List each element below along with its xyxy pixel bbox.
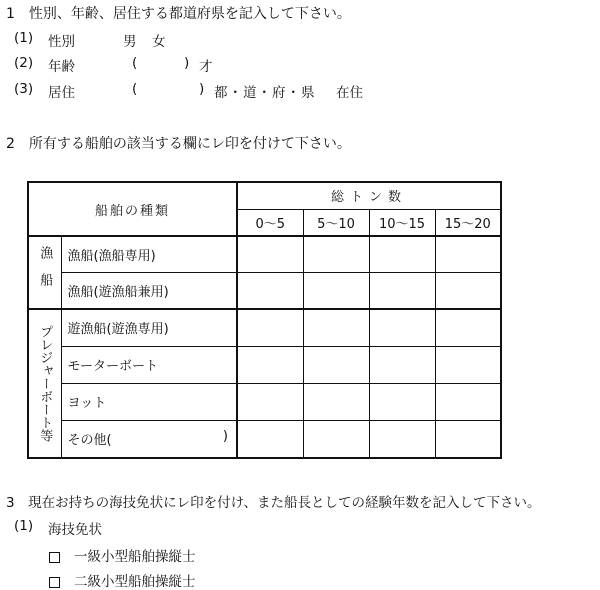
table-row [28, 309, 501, 346]
check-cell[interactable] [369, 420, 435, 458]
range-header: 0～5 [237, 209, 303, 236]
vessel-type-label: ヨット [61, 383, 237, 420]
table-row [28, 272, 501, 309]
check-cell[interactable] [435, 309, 501, 346]
check-cell[interactable] [303, 272, 369, 309]
q1-residence-number: (3) [14, 81, 34, 97]
check-cell[interactable] [435, 236, 501, 272]
vessel-type-other[interactable] [61, 420, 237, 458]
group-label-pleasure-boat: プレジャーボート等 [28, 309, 61, 458]
check-cell[interactable] [303, 383, 369, 420]
check-cell[interactable] [369, 272, 435, 309]
residence-paren-close: ) [199, 81, 205, 97]
license-option-label: 二級小型船舶操縦士 [74, 574, 196, 590]
check-cell[interactable] [435, 272, 501, 309]
check-cell[interactable] [369, 346, 435, 383]
residence-units: 都・道・府・県 [214, 85, 316, 101]
vessel-type-label: 遊漁船(遊漁専用) [61, 309, 237, 346]
check-cell[interactable] [435, 346, 501, 383]
license-option-label: 一級小型船舶操縦士 [74, 549, 196, 565]
group-label-char: 漁船 [37, 245, 53, 300]
gender-option-male[interactable]: 男 [123, 34, 137, 50]
check-cell[interactable] [303, 309, 369, 346]
checkbox-icon[interactable] [49, 577, 60, 588]
check-cell[interactable] [369, 236, 435, 272]
check-cell[interactable] [303, 420, 369, 458]
table-row [28, 346, 501, 383]
vessel-type-label: モーターボート [61, 346, 237, 383]
check-cell[interactable] [435, 383, 501, 420]
group-label-fishing [28, 236, 61, 309]
other-close-paren: ) [222, 429, 228, 445]
range-header: 10～15 [369, 209, 435, 236]
age-paren-close: ) [184, 55, 190, 71]
q1-heading: 1 性別、年齢、居住する都道府県を記入して下さい。 [6, 6, 351, 22]
q1-gender-number: (1) [14, 30, 34, 46]
checkbox-icon[interactable] [49, 552, 60, 563]
ton-header: 総トン数 [237, 182, 501, 209]
range-header: 15～20 [435, 209, 501, 236]
check-cell[interactable] [237, 236, 303, 272]
license-option[interactable] [49, 570, 196, 590]
age-entry-field[interactable] [142, 55, 180, 71]
license-option[interactable] [49, 545, 196, 565]
table-row [28, 383, 501, 420]
type-header: 船舶の種類 [28, 182, 237, 236]
vessel-table [27, 181, 502, 459]
q2-heading: 2 所有する船舶の該当する欄にレ印を付けて下さい。 [6, 136, 351, 152]
check-cell[interactable] [237, 420, 303, 458]
check-cell[interactable] [303, 346, 369, 383]
q3-sub-label: 海技免状 [48, 522, 102, 538]
q3-heading: 3 現在お持ちの海技免状にレ印を付け、また船長としての経験年数を記入して下さい。 [6, 495, 541, 511]
table-row [28, 236, 501, 272]
check-cell[interactable] [303, 236, 369, 272]
residence-suffix: 在住 [336, 85, 363, 101]
other-label: その他( [67, 433, 112, 449]
q1-age-number: (2) [14, 55, 34, 71]
residence-paren-open: ( [132, 81, 138, 97]
check-cell[interactable] [435, 420, 501, 458]
age-paren-open: ( [132, 55, 138, 71]
check-cell[interactable] [369, 309, 435, 346]
vessel-type-label: 漁船(漁船専用) [61, 236, 237, 272]
check-cell[interactable] [369, 383, 435, 420]
table-row [28, 420, 501, 458]
vessel-type-label: 漁船(遊漁船兼用) [61, 272, 237, 309]
check-cell[interactable] [237, 383, 303, 420]
q1-residence-label: 居住 [48, 85, 75, 101]
range-header: 5～10 [303, 209, 369, 236]
q1-gender-label: 性別 [48, 34, 75, 50]
check-cell[interactable] [237, 309, 303, 346]
check-cell[interactable] [237, 272, 303, 309]
q3-sub-number: (1) [14, 518, 34, 534]
age-unit: 才 [199, 59, 213, 75]
q1-age-label: 年齢 [48, 59, 75, 75]
check-cell[interactable] [237, 346, 303, 383]
gender-option-female[interactable]: 女 [152, 34, 166, 50]
residence-entry-field[interactable] [142, 81, 194, 97]
